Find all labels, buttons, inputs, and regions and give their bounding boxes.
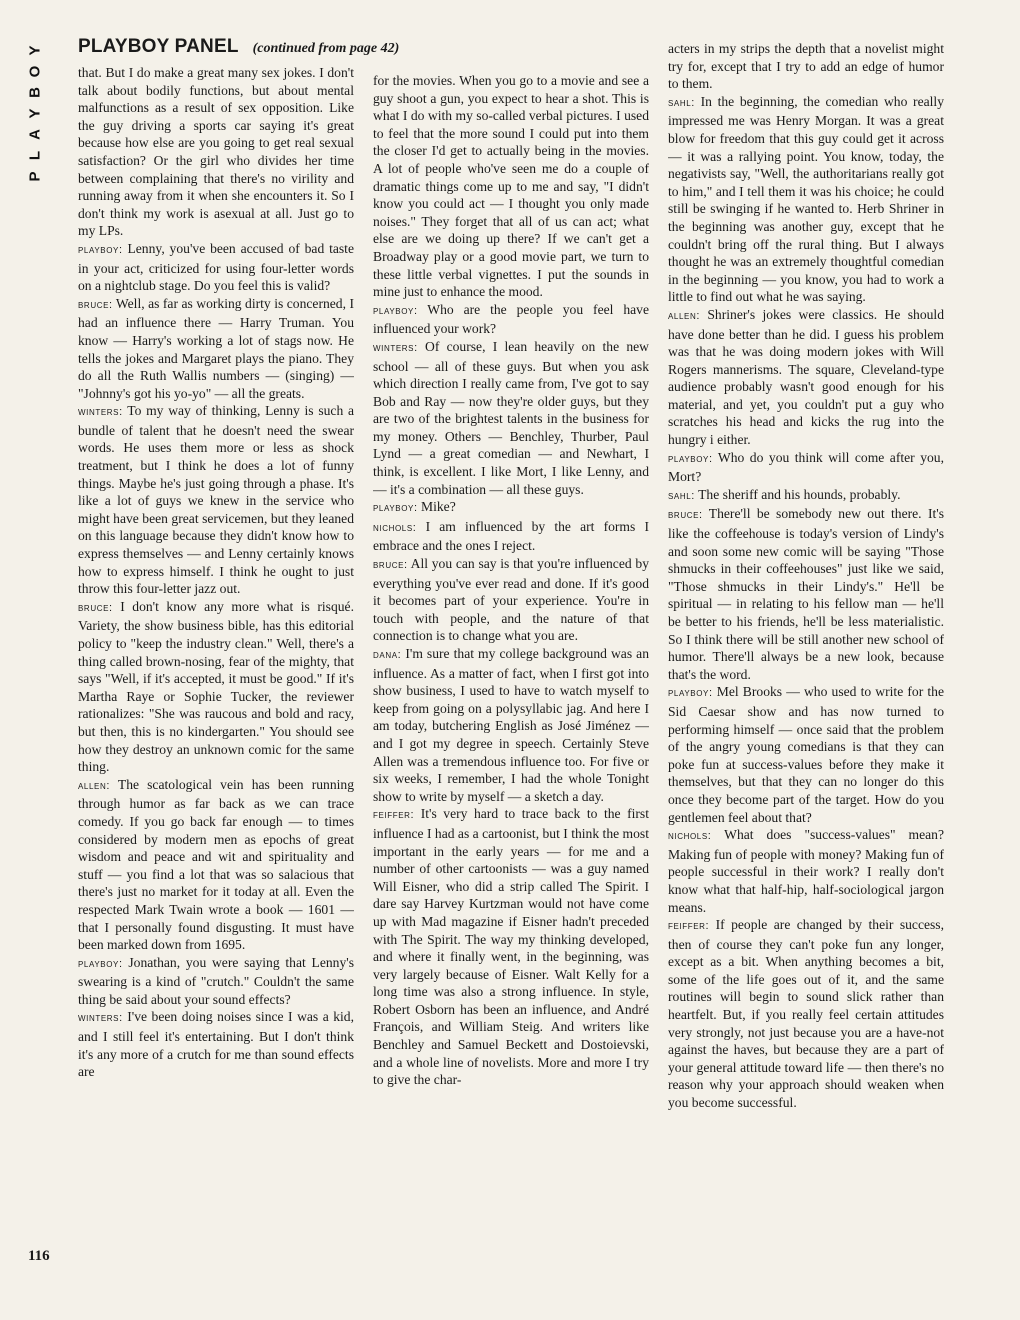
- paragraph: [373, 518, 649, 555]
- paragraph-text: It's very hard to trace back to the first influence I had as a cartoonist, but I think the most important in the early years — for me and a number of other cartoonists — was a guy named Will Eisner, who did a strip called The Spirit. I dare say Harvey Kurtzman would not have come up with Mad magazine if Eisner hadn't preceded with The Spirit. The way my thinking developed, and where it finally went, in the beginning, was very largely because of Eisner. Walt Kelly for a long time was also a strong influence. In style, Robert Osborn has been an influence, and André François, and William Steig. And writers like Benchley and Samuel Beckett and Dostoievski, and a whole line of novelists. More and more I try to give the char-: [373, 806, 649, 1088]
- speaker-label: playboy:: [373, 304, 418, 317]
- speaker-label: nichols:: [373, 521, 417, 534]
- speaker-label: winters:: [78, 406, 123, 419]
- paragraph: [668, 826, 944, 916]
- paragraph: [668, 40, 944, 93]
- brand-letter: O: [26, 65, 44, 78]
- paragraph-text: In the beginning, the comedian who really impressed me was Henry Morgan. It was a great blow for freedom that this guy could get it across — it was a rallying point. You know, today, the negativists say, "Well, the authoritarians really got to him," and I tell them it was his choice; he could still be swinging if he wanted to. Herb Shriner in the beginning was another guy, except that he couldn't bring off the rural thing. But I always thought he was an extremely thoughtful comedian in the beginning — you know, you had to work a little to find out what he was saying.: [668, 93, 944, 305]
- text-column-3: [668, 40, 944, 1280]
- paragraph-text: All you can say is that you're influenced by everything you've ever read and done. If it's good it becomes part of your experience. You're in touch with people, and the nature of that connection is to change what you are.: [373, 556, 649, 644]
- paragraph: [78, 598, 354, 776]
- paragraph: [373, 498, 649, 518]
- paragraph: [373, 301, 649, 338]
- paragraph: [78, 402, 354, 598]
- paragraph: [668, 505, 944, 683]
- speaker-label: playboy:: [668, 452, 713, 465]
- speaker-label: feiffer:: [373, 809, 415, 822]
- brand-letter: B: [26, 87, 44, 98]
- paragraph-text: Shriner's jokes were classics. He should have done better than he did. I guess his problem was that he was doing modern jokes with Will Rogers mannerisms. The square, Cleveland-type audience probably wasn't good enough for his material, and yet, you couldn't put a guy who scratches his head and kicks the rug into the hungry i either.: [668, 306, 944, 448]
- speaker-label: dana:: [373, 649, 402, 661]
- speaker-label: bruce:: [668, 509, 703, 522]
- vertical-brand: [24, 40, 46, 187]
- paragraph-text: To my way of thinking, Lenny is such a bundle of talent that he doesn't need the swear words. He uses them more or less as shock treatment, but I think he does a lot of funny things. Maybe he's just going through a phase. It's like a lot of guys we knew in the service who might have been great servicemen, but they leaned on this language because they didn't know how to express themselves — and Lenny certainly knows how to express himself. I think he ought to just throw this four-letter jazz out.: [78, 403, 354, 597]
- brand-letter: P: [26, 171, 44, 182]
- paragraph-text: Who do you think will come after you, Mort?: [668, 449, 944, 485]
- paragraph: [78, 1008, 354, 1080]
- paragraph: [373, 645, 649, 805]
- speaker-label: playboy:: [668, 687, 713, 700]
- paragraph-text: that. But I do make a great many sex jokes. I don't talk about bodily functions, but about mental malfunctions as a result of sex opposition. Like the guy driving a sports car saying it's great because how else are you going to get real sexual satisfaction? Or the girl who divides her time between complaining that there's no virility and running away from it when she encounters it. So I don't think my work is asexual at all. Just go to my LPs.: [78, 65, 354, 239]
- page-number: 116: [28, 1248, 50, 1264]
- text-column-1: [78, 64, 354, 1274]
- paragraph-text: There'll be somebody new out there. It's like the coffeehouse is today's version of Lindy's and soon some new comic will be saying "Those shmucks in their coffeehouses" just like we said, "Those shmucks in their Lindy's." He'll be spiritual — in relating to his fellow man — he'll be better to his friends, he'll be less materialistic. So I think there will be still another new school of humor. There'll always be a new look, because that's the word.: [668, 506, 944, 682]
- paragraph-text: I'm sure that my college background was an influence. As a matter of fact, when I first got into show business, I used to have to watch myself to keep from going on a polysyllabic jag. And here I am today, butchering English as José Jiménez — and I got my degree in speech. Certainly Steve Allen was a tremendous influence too. For five or six weeks, I remember, I had the whole Tonight show to write by myself — a sketch a day.: [373, 646, 649, 804]
- paragraph-text: The scatological vein has been running through humor as far back as we can trace comedy. If you go back far enough — to times considered by modern men as epochs of great wisdom and peace and wit and spirituality and stuff — you find a lot that was so salacious that there's just no market for it today at all. Even the respected Mark Twain wrote a book — 1601 — that I personally found disgusting. It must have been marked down from 1695.: [78, 776, 354, 953]
- text-column-2: [373, 72, 649, 1282]
- paragraph-text: I've been doing noises since I was a kid, and I still feel it's entertaining. But I don't think it's any more of a crutch for me than sound effects are: [78, 1009, 354, 1080]
- speaker-label: playboy:: [373, 502, 418, 515]
- paragraph: [78, 295, 354, 403]
- paragraph-text: Who are the people you feel have influenced your work?: [373, 301, 649, 337]
- paragraph-text: Well, as far as working dirty is concerned, I had an influence there — Harry Truman. You know — Harry's working a lot of stags now. He tells the jokes and Margaret plays the piano. They do all the Ruth Wallis numbers — (singing) — "Johnny's got his yo-yo" — all the greats.: [78, 295, 354, 401]
- paragraph: [668, 306, 944, 449]
- paragraph: [373, 555, 649, 645]
- speaker-label: playboy:: [78, 957, 123, 970]
- brand-letter: A: [26, 129, 44, 140]
- paragraph: [78, 954, 354, 1009]
- paragraph-text: What does "success-values" mean? Making fun of people with money? Making fun of people successful in their work? I really don't know what that half-hip, half-sociological jargon means.: [668, 827, 944, 915]
- paragraph: [668, 683, 944, 826]
- paragraph: [78, 240, 354, 295]
- paragraph: [668, 916, 944, 1112]
- speaker-label: sahl:: [668, 96, 695, 109]
- paragraph-text: Mike?: [417, 499, 456, 515]
- paragraph-text: Lenny, you've been accused of bad taste in your act, criticized for using four-letter words on a nightclub stage. Do you feel this is valid?: [78, 240, 354, 294]
- brand-letter: Y: [26, 45, 44, 56]
- paragraph: [668, 486, 944, 506]
- paragraph: [668, 93, 944, 306]
- paragraph-text: Jonathan, you were saying that Lenny's swearing is a kind of "crutch." Couldn't the same thing be said about your sound effects?: [78, 954, 354, 1007]
- continued-note: (continued from page 42): [252, 41, 400, 56]
- paragraph-text: for the movies. When you go to a movie and see a guy shoot a gun, you expect to hear a shot. This is what I do with my so-called verbal pictures. I used to feel that the more sound I could put into them the closer I'd get to actually being in the movies. A lot of people who've seen me do a couple of dramatic things come up to me and say, "I didn't know you could act — I thought you only made noises." They forget that all of us can act; what else are we doing up there? If we can't get a Broadway play or a good movie part, we turn to these little verbal vignettes. I put the sounds in mine just to enhance the mood.: [373, 73, 649, 300]
- paragraph: [78, 776, 354, 954]
- speaker-label: bruce:: [373, 559, 408, 572]
- paragraph: [373, 805, 649, 1089]
- speaker-label: bruce:: [78, 601, 113, 614]
- speaker-label: allen:: [78, 779, 111, 792]
- paragraph-text: Mel Brooks — who used to write for the Sid Caesar show and has now turned to performing himself — once said that the problem of the angry young comedians is that they can poke fun at success-values before they make it themselves, but that they can no longer do this once they become part of the target. How do you gentlemen feel about that?: [668, 684, 944, 825]
- paragraph-text: The sheriff and his hounds, probably.: [694, 486, 901, 502]
- brand-letter: L: [26, 150, 44, 161]
- paragraph: [373, 72, 649, 301]
- paragraph: [668, 449, 944, 486]
- paragraph-text: acters in my strips the depth that a novelist might try for, except that I try to add an edge of humor to them.: [668, 41, 944, 92]
- speaker-label: feiffer:: [668, 920, 710, 933]
- paragraph-text: I am influenced by the art forms I embrace and the ones I reject.: [373, 518, 649, 554]
- page-header: [78, 36, 638, 58]
- paragraph-text: I don't know any more what is risqué. Variety, the show business bible, has this editorial policy to "keep the industry clean." Well, there's a thing called brown-nosing, fear of the mighty, that says "Well, if it's accepted, it must be good." If it's Martha Raye or Sophie Tucker, the reviewer rationalizes: "She was raucous and bold and racy, but then, this is no kindergarten." You should see how they destroy an unknown comic for the same thing.: [78, 598, 354, 775]
- paragraph: [78, 64, 354, 240]
- speaker-label: playboy:: [78, 243, 123, 256]
- brand-letter: Y: [26, 108, 44, 119]
- paragraph-text: If people are changed by their success, then of course they can't poke fun any longer, except as a bit. When anything becomes a bit, some of the life goes out of it, and the same routines will begin to sound slick rather than heartfelt. But, if you really feel certain attitudes very strongly, not just because you are a have-not against the haves, but because they are a part of your general attitude toward life — then there's no reason why your approach should weaken when you become successful.: [668, 917, 944, 1111]
- speaker-label: allen:: [668, 309, 701, 322]
- paragraph-text: Of course, I lean heavily on the new school — all of these guys. But when you ask which direction I really came from, I've got to say Bob and Ray — now they're older guys, but they are two of the brightest talents in the business for my money. Others — Benchley, Thurber, Paul Lynd — a great comedian — and Newhart, I think, is excellent. I like Mort, I like Lenny, and — it's a combination — all these guys.: [373, 338, 649, 497]
- speaker-label: sahl:: [668, 489, 695, 502]
- speaker-label: winters:: [78, 1012, 123, 1025]
- speaker-label: nichols:: [668, 830, 712, 843]
- speaker-label: bruce:: [78, 298, 113, 311]
- panel-title: PLAYBOY PANEL: [78, 36, 239, 57]
- speaker-label: winters:: [373, 341, 418, 354]
- paragraph: [373, 338, 649, 498]
